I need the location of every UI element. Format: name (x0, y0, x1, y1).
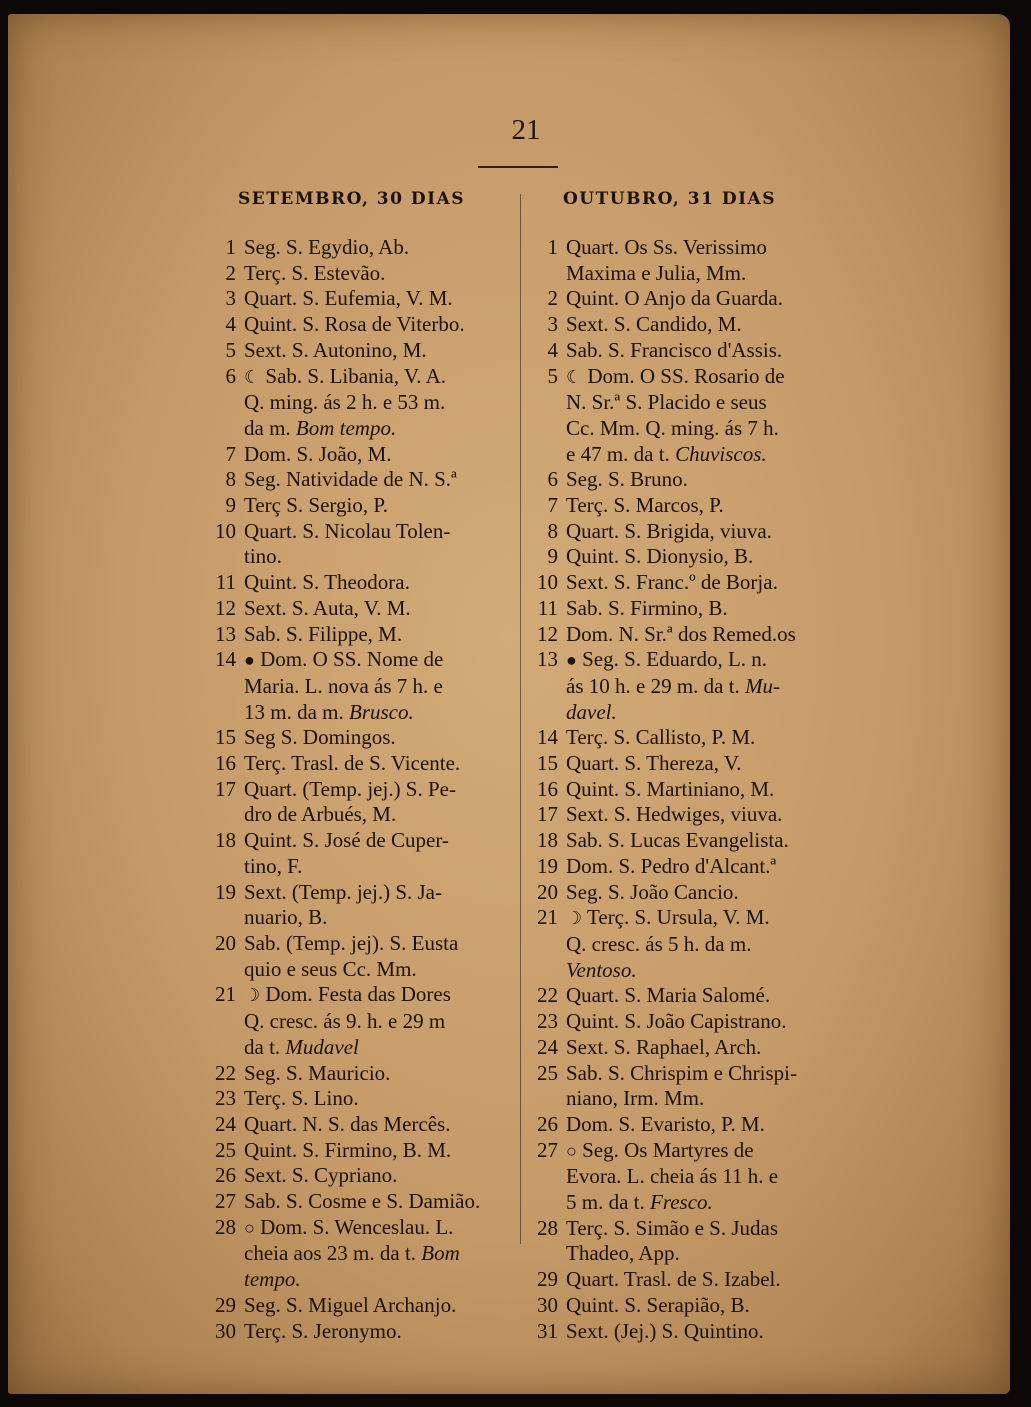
day-number: 6 (225, 363, 236, 388)
entry-text (566, 1293, 853, 1319)
entry-line: nuario, B. (244, 905, 328, 930)
calendar-entry (198, 235, 518, 261)
day-number: 10 (215, 518, 236, 543)
day-number: 3 (547, 312, 558, 337)
day-number: 14 (215, 647, 236, 672)
entry-line: Sext. S. Cypriano. (244, 1163, 398, 1188)
header-rule (478, 166, 558, 168)
september-column (198, 235, 518, 1344)
entry-text (566, 622, 853, 648)
entry-line: ○ Seg. Os Martyres de (566, 1137, 754, 1162)
calendar-entry (523, 596, 853, 622)
entry-line: Quint. S. Dionysio, B. (566, 544, 754, 569)
calendar-entry (198, 777, 518, 828)
entry-line: ☾ Sab. S. Libania, V. A. (244, 363, 447, 388)
day-number: 1 (547, 235, 558, 259)
entry-text (566, 905, 853, 983)
entry-line: davel. (566, 699, 617, 724)
day-number: 16 (215, 751, 236, 776)
day-number: 31 (537, 1318, 558, 1343)
entry-line: Quart. Os Ss. Verissimo (566, 235, 767, 259)
calendar-entry (523, 725, 853, 751)
entry-text (566, 493, 853, 519)
entry-line: Sext. (Jej.) S. Quintino. (566, 1318, 764, 1343)
entry-text (566, 519, 853, 545)
calendar-entry (198, 931, 518, 982)
entry-text (566, 1319, 853, 1345)
day-number: 4 (225, 312, 236, 337)
entry-text (244, 442, 518, 468)
calendar-entry (523, 570, 853, 596)
calendar-entry (198, 647, 518, 725)
entry-text (244, 312, 518, 338)
calendar-entry (523, 493, 853, 519)
entry-text (566, 828, 853, 854)
entry-line: Q. cresc. ás 9. h. e 29 m (244, 1009, 446, 1034)
day-number: 17 (215, 776, 236, 801)
entry-text (244, 261, 518, 287)
entry-line: quio e seus Cc. Mm. (244, 956, 417, 981)
entry-line: Thadeo, App. (566, 1241, 680, 1266)
calendar-entry (198, 982, 518, 1060)
entry-line: Sext. (Temp. jej.) S. Ja- (244, 879, 442, 904)
calendar-entry (523, 622, 853, 648)
entry-text (244, 622, 518, 648)
entry-text (566, 1112, 853, 1138)
entry-text (566, 1267, 853, 1293)
day-number: 27 (215, 1189, 236, 1214)
day-number: 28 (215, 1214, 236, 1239)
entry-text (244, 1138, 518, 1164)
day-number: 5 (225, 337, 236, 362)
calendar-entry (523, 1009, 853, 1035)
entry-text (566, 570, 853, 596)
book-page (8, 14, 1010, 1394)
calendar-entry (523, 1267, 853, 1293)
entry-line: Sab. S. Chrispim e Chrispi- (566, 1060, 798, 1085)
calendar-entry (523, 854, 853, 880)
day-number: 30 (215, 1318, 236, 1343)
entry-text (244, 1086, 518, 1112)
calendar-entry (198, 286, 518, 312)
day-number: 7 (225, 441, 236, 466)
day-number: 2 (225, 260, 236, 285)
entry-line: Ventoso. (566, 957, 637, 982)
entry-text (566, 1138, 853, 1216)
entry-line: Seg. S. Egydio, Ab. (244, 235, 410, 259)
entry-line: N. Sr.ª S. Placido e seus (566, 390, 767, 415)
day-number: 19 (215, 879, 236, 904)
day-number: 9 (225, 493, 236, 518)
calendar-entry (198, 570, 518, 596)
day-number: 2 (547, 286, 558, 311)
entry-line: Maxima e Julia, Mm. (566, 260, 747, 285)
calendar-entry (198, 1319, 518, 1345)
entry-line: Maria. L. nova ás 7 h. e (244, 673, 443, 698)
entry-text (244, 338, 518, 364)
entry-line: tino, F. (244, 853, 303, 878)
calendar-entry (198, 828, 518, 879)
day-number: 15 (215, 725, 236, 750)
entry-line: ● Dom. O SS. Nome de (244, 647, 444, 672)
day-number: 10 (537, 570, 558, 595)
entry-text (244, 1215, 518, 1293)
entry-text (566, 1009, 853, 1035)
entry-line: Quint. O Anjo da Guarda. (566, 286, 783, 311)
entry-text (244, 880, 518, 931)
entry-line: Sext. S. Candido, M. (566, 312, 742, 337)
calendar-entry (198, 751, 518, 777)
day-number: 12 (215, 595, 236, 620)
entry-line: Seg. S. Miguel Archanjo. (244, 1292, 457, 1317)
calendar-entry (198, 622, 518, 648)
day-number: 23 (537, 1009, 558, 1034)
calendar-entry (198, 1061, 518, 1087)
entry-line: cheia aos 23 m. da t. Bom (244, 1241, 460, 1266)
day-number: 20 (215, 930, 236, 955)
calendar-entry (523, 1035, 853, 1061)
entry-line: ☽ Terç. S. Ursula, V. M. (566, 905, 770, 930)
entry-text (244, 828, 518, 879)
calendar-entry (523, 312, 853, 338)
calendar-entry (198, 1112, 518, 1138)
entry-line: Terç. Trasl. de S. Vicente. (244, 751, 461, 776)
entry-line: Sext. S. Autonino, M. (244, 337, 427, 362)
entry-line: ○ Dom. S. Wenceslau. L. (244, 1214, 454, 1239)
day-number: 22 (537, 983, 558, 1008)
day-number: 1 (225, 235, 236, 259)
day-number: 7 (547, 493, 558, 518)
entry-text (244, 1061, 518, 1087)
entry-line: da t. Mudavel (244, 1034, 359, 1059)
calendar-entry (198, 880, 518, 931)
entry-text (566, 1216, 853, 1267)
calendar-entry (523, 364, 853, 468)
calendar-entry (523, 777, 853, 803)
calendar-entry (523, 544, 853, 570)
calendar-entry (198, 1215, 518, 1293)
entry-line: Quint. S. Theodora. (244, 570, 410, 595)
entry-text (566, 338, 853, 364)
entry-line: Sext. S. Auta, V. M. (244, 595, 411, 620)
day-number: 29 (537, 1267, 558, 1292)
entry-line: Sab. S. Francisco d'Assis. (566, 337, 783, 362)
entry-line: Cc. Mm. Q. ming. ás 7 h. (566, 415, 779, 440)
entry-text (244, 1319, 518, 1345)
entry-line: Terç. S. Estevão. (244, 260, 386, 285)
entry-line: ás 10 h. e 29 m. da t. Mu- (566, 673, 781, 698)
calendar-entry (198, 519, 518, 570)
entry-line: Q. ming. ás 2 h. e 53 m. (244, 390, 446, 415)
day-number: 20 (537, 879, 558, 904)
month-header-october: OUTUBRO, 31 DIAS (563, 189, 776, 209)
entry-line: 13 m. da m. Brusco. (244, 699, 414, 724)
day-number: 8 (547, 518, 558, 543)
entry-line: Sab. S. Cosme e S. Damião. (244, 1189, 481, 1214)
calendar-entry (523, 235, 853, 286)
day-number: 18 (537, 828, 558, 853)
day-number: 13 (215, 621, 236, 646)
calendar-entry (198, 338, 518, 364)
entry-line: Sab. S. Lucas Evangelista. (566, 828, 789, 853)
entry-line: Quint. S. Rosa de Viterbo. (244, 312, 465, 337)
entry-line: Quart. S. Maria Salomé. (566, 983, 771, 1008)
entry-line: Quint. S. Firmino, B. M. (244, 1137, 452, 1162)
day-number: 29 (215, 1292, 236, 1317)
entry-line: Terç. S. Simão e S. Judas (566, 1215, 779, 1240)
entry-text (566, 544, 853, 570)
entry-line: Evora. L. cheia ás 11 h. e (566, 1164, 779, 1189)
calendar-entry (198, 1163, 518, 1189)
day-number: 14 (537, 725, 558, 750)
entry-text (566, 364, 853, 468)
day-number: 17 (537, 802, 558, 827)
calendar-entry (198, 312, 518, 338)
entry-line: Terç. S. Callisto, P. M. (566, 725, 756, 750)
month-header-september: SETEMBRO, 30 DIAS (238, 189, 466, 209)
day-number: 25 (215, 1137, 236, 1162)
calendar-entry (523, 1061, 853, 1112)
day-number: 6 (547, 467, 558, 492)
calendar-entry (523, 286, 853, 312)
entry-line: Dom. S. João, M. (244, 441, 392, 466)
calendar-entry (523, 1112, 853, 1138)
calendar-entry (198, 493, 518, 519)
calendar-entry (523, 1293, 853, 1319)
entry-text (244, 931, 518, 982)
calendar-entry (523, 751, 853, 777)
entry-text (244, 596, 518, 622)
entry-line: Sab. S. Firmino, B. (566, 595, 728, 620)
entry-line: Seg S. Domingos. (244, 725, 396, 750)
day-number: 24 (215, 1111, 236, 1136)
day-number: 30 (537, 1292, 558, 1317)
day-number: 5 (547, 363, 558, 388)
day-number: 22 (215, 1060, 236, 1085)
entry-line: dro de Arbués, M. (244, 802, 397, 827)
column-divider (520, 194, 521, 1244)
calendar-entry (523, 1216, 853, 1267)
entry-text (244, 725, 518, 751)
entry-line: Seg. S. João Cancio. (566, 879, 739, 904)
entry-line: Sext. S. Franc.º de Borja. (566, 570, 778, 595)
entry-text (566, 467, 853, 493)
entry-line: Terç S. Sergio, P. (244, 493, 388, 518)
calendar-entry (523, 828, 853, 854)
entry-text (566, 802, 853, 828)
calendar-entry (198, 1189, 518, 1215)
entry-text (244, 1163, 518, 1189)
entry-text (244, 647, 518, 725)
entry-text (566, 647, 853, 725)
entry-line: e 47 m. da t. Chuviscos. (566, 441, 767, 466)
entry-text (566, 751, 853, 777)
entry-line: Terç. S. Lino. (244, 1086, 359, 1111)
entry-line: Quart. S. Thereza, V. (566, 751, 742, 776)
entry-line: da m. Bom tempo. (244, 415, 397, 440)
entry-text (566, 777, 853, 803)
day-number: 27 (537, 1137, 558, 1162)
day-number: 12 (537, 621, 558, 646)
calendar-entry (198, 1138, 518, 1164)
entry-text (244, 364, 518, 442)
entry-text (244, 1293, 518, 1319)
calendar-entry (198, 725, 518, 751)
day-number: 11 (537, 595, 558, 620)
calendar-entry (523, 802, 853, 828)
day-number: 25 (537, 1060, 558, 1085)
entry-text (566, 235, 853, 286)
entry-line: Terç. S. Jeronymo. (244, 1318, 402, 1343)
entry-line: Sext. S. Hedwiges, viuva. (566, 802, 783, 827)
entry-line: Sext. S. Raphael, Arch. (566, 1034, 762, 1059)
entry-text (566, 854, 853, 880)
entry-line: Q. cresc. ás 5 h. da m. (566, 931, 752, 956)
entry-text (244, 777, 518, 828)
calendar-entry (523, 338, 853, 364)
day-number: 24 (537, 1034, 558, 1059)
entry-text (244, 519, 518, 570)
entry-line: Quart. (Temp. jej.) S. Pe- (244, 776, 456, 801)
entry-line: Quint. S. João Capistrano. (566, 1009, 787, 1034)
entry-line: Quart. S. Brigida, viuva. (566, 518, 772, 543)
entry-line: niano, Irm. Mm. (566, 1086, 705, 1111)
day-number: 15 (537, 751, 558, 776)
day-number: 23 (215, 1086, 236, 1111)
entry-text (244, 751, 518, 777)
entry-line: Terç. S. Marcos, P. (566, 493, 724, 518)
entry-line: tempo. (244, 1267, 301, 1292)
page-number: 21 (511, 114, 541, 146)
entry-text (244, 493, 518, 519)
calendar-entry (523, 647, 853, 725)
entry-line: ☾ Dom. O SS. Rosario de (566, 363, 785, 388)
entry-line: Seg. Natividade de N. S.ª (244, 467, 457, 492)
entry-line: tino. (244, 544, 282, 569)
entry-line: Seg. S. Bruno. (566, 467, 688, 492)
entry-text (566, 880, 853, 906)
entry-text (244, 467, 518, 493)
calendar-entry (523, 467, 853, 493)
entry-text (244, 235, 518, 261)
entry-line: 5 m. da t. Fresco. (566, 1190, 713, 1215)
entry-line: ● Seg. S. Eduardo, L. n. (566, 647, 768, 672)
entry-line: ☽ Dom. Festa das Dores (244, 982, 451, 1007)
entry-line: Quint. S. Serapião, B. (566, 1292, 750, 1317)
entry-line: Sab. S. Filippe, M. (244, 621, 403, 646)
entry-line: Dom. S. Pedro d'Alcant.ª (566, 853, 777, 878)
day-number: 21 (215, 982, 236, 1007)
day-number: 16 (537, 776, 558, 801)
entry-text (566, 1061, 853, 1112)
entry-text (244, 1189, 518, 1215)
entry-line: Dom. N. Sr.ª dos Remed.os (566, 621, 796, 646)
day-number: 8 (225, 467, 236, 492)
day-number: 9 (547, 544, 558, 569)
entry-line: Quint. S. José de Cuper- (244, 828, 449, 853)
entry-line: Quart. Trasl. de S. Izabel. (566, 1267, 781, 1292)
calendar-entry (198, 364, 518, 442)
calendar-entry (523, 519, 853, 545)
entry-line: Sab. (Temp. jej). S. Eusta (244, 930, 459, 955)
day-number: 26 (537, 1111, 558, 1136)
calendar-entry (523, 880, 853, 906)
calendar-entry (523, 1319, 853, 1345)
day-number: 26 (215, 1163, 236, 1188)
entry-line: Quart. S. Eufemia, V. M. (244, 286, 453, 311)
calendar-entry (198, 467, 518, 493)
entry-text (566, 596, 853, 622)
calendar-entry (198, 261, 518, 287)
calendar-entry (523, 983, 853, 1009)
entry-text (566, 725, 853, 751)
entry-text (566, 983, 853, 1009)
entry-text (566, 1035, 853, 1061)
october-column (523, 235, 853, 1344)
entry-text (244, 286, 518, 312)
entry-text (244, 1112, 518, 1138)
day-number: 28 (537, 1215, 558, 1240)
day-number: 18 (215, 828, 236, 853)
day-number: 13 (537, 647, 558, 672)
day-number: 3 (225, 286, 236, 311)
calendar-entry (523, 905, 853, 983)
entry-line: Quart. S. Nicolau Tolen- (244, 518, 451, 543)
entry-text (244, 570, 518, 596)
entry-line: Seg. S. Mauricio. (244, 1060, 391, 1085)
day-number: 4 (547, 337, 558, 362)
calendar-entry (198, 442, 518, 468)
calendar-entry (198, 596, 518, 622)
entry-line: Dom. S. Evaristo, P. M. (566, 1111, 765, 1136)
calendar-entry (198, 1293, 518, 1319)
entry-text (244, 982, 518, 1060)
calendar-entry (523, 1138, 853, 1216)
calendar-entry (198, 1086, 518, 1112)
entry-line: Quint. S. Martiniano, M. (566, 776, 775, 801)
entry-text (566, 312, 853, 338)
day-number: 21 (537, 905, 558, 930)
entry-text (566, 286, 853, 312)
day-number: 19 (537, 853, 558, 878)
entry-line: Quart. N. S. das Mercês. (244, 1111, 451, 1136)
day-number: 11 (215, 570, 236, 595)
